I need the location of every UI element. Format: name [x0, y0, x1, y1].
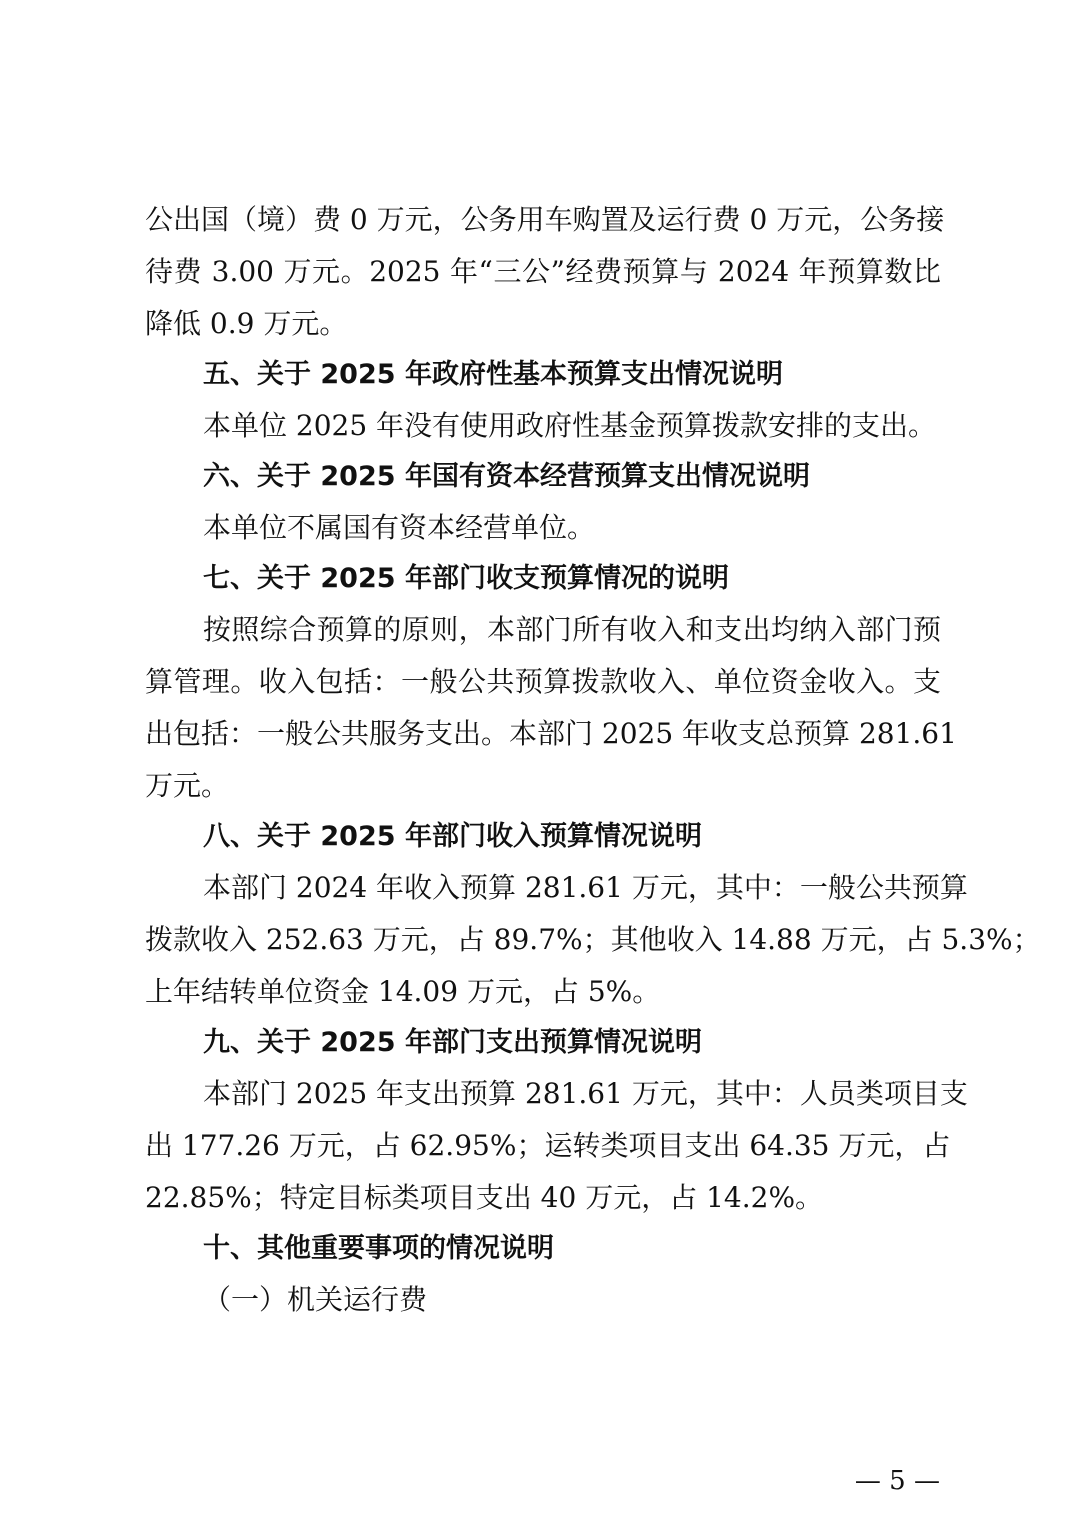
section-heading-7: 七、关于 2025 年部门收支预算情况的说明 [203, 563, 729, 594]
text-line: 22.85%；特定目标类项目支出 40 万元，占 14.2%。 [145, 1181, 824, 1214]
text-line: 本部门 2024 年收入预算 281.61 万元，其中：一般公共预算 [203, 871, 968, 904]
text-line: 出 177.26 万元，占 62.95%；运转类项目支出 64.35 万元，占 [145, 1129, 951, 1162]
text-line: 按照综合预算的原则，本部门所有收入和支出均纳入部门预 [203, 613, 941, 646]
paragraph-income-expense [145, 604, 957, 812]
section-heading-9: 九、关于 2025 年部门支出预算情况说明 [203, 1027, 702, 1058]
text-line: 本单位不属国有资本经营单位。 [203, 511, 596, 544]
document-body [145, 194, 1041, 1326]
paragraph-fund-budget [145, 400, 941, 452]
paragraph-income-budget [145, 862, 1041, 1018]
text-line: 万元。 [145, 769, 230, 802]
text-line: 待费 3.00 万元。2025 年“三公”经费预算与 2024 年预算数比 [145, 255, 941, 288]
section-heading-5: 五、关于 2025 年政府性基本预算支出情况说明 [203, 359, 783, 390]
text-line: 算管理。收入包括：一般公共预算拨款收入、单位资金收入。支 [145, 665, 941, 698]
paragraph-sangong-continuation [145, 194, 945, 350]
page-number: — 5 — [854, 1466, 940, 1496]
section-heading-6: 六、关于 2025 年国有资本经营预算支出情况说明 [203, 461, 810, 492]
section-heading-10: 十、其他重要事项的情况说明 [203, 1233, 554, 1264]
text-line: 本部门 2025 年支出预算 281.61 万元，其中：人员类项目支 [203, 1077, 968, 1110]
text-line: 拨款收入 252.63 万元，占 89.7%；其他收入 14.88 万元，占 5.3%； [145, 923, 1041, 956]
subsection-heading-1: （一）机关运行费 [203, 1283, 428, 1316]
text-line: 出包括：一般公共服务支出。本部门 2025 年收支总预算 281.61 [145, 717, 957, 750]
paragraph-state-capital [145, 502, 941, 554]
paragraph-expense-budget [145, 1068, 968, 1224]
text-line: 公出国（境）费 0 万元，公务用车购置及运行费 0 万元，公务接 [145, 203, 945, 236]
text-line: 本单位 2025 年没有使用政府性基金预算拨款安排的支出。 [203, 409, 937, 442]
section-heading-8: 八、关于 2025 年部门收入预算情况说明 [203, 821, 702, 852]
text-line: 上年结转单位资金 14.09 万元，占 5%。 [145, 975, 661, 1008]
text-line: 降低 0.9 万元。 [145, 307, 348, 340]
